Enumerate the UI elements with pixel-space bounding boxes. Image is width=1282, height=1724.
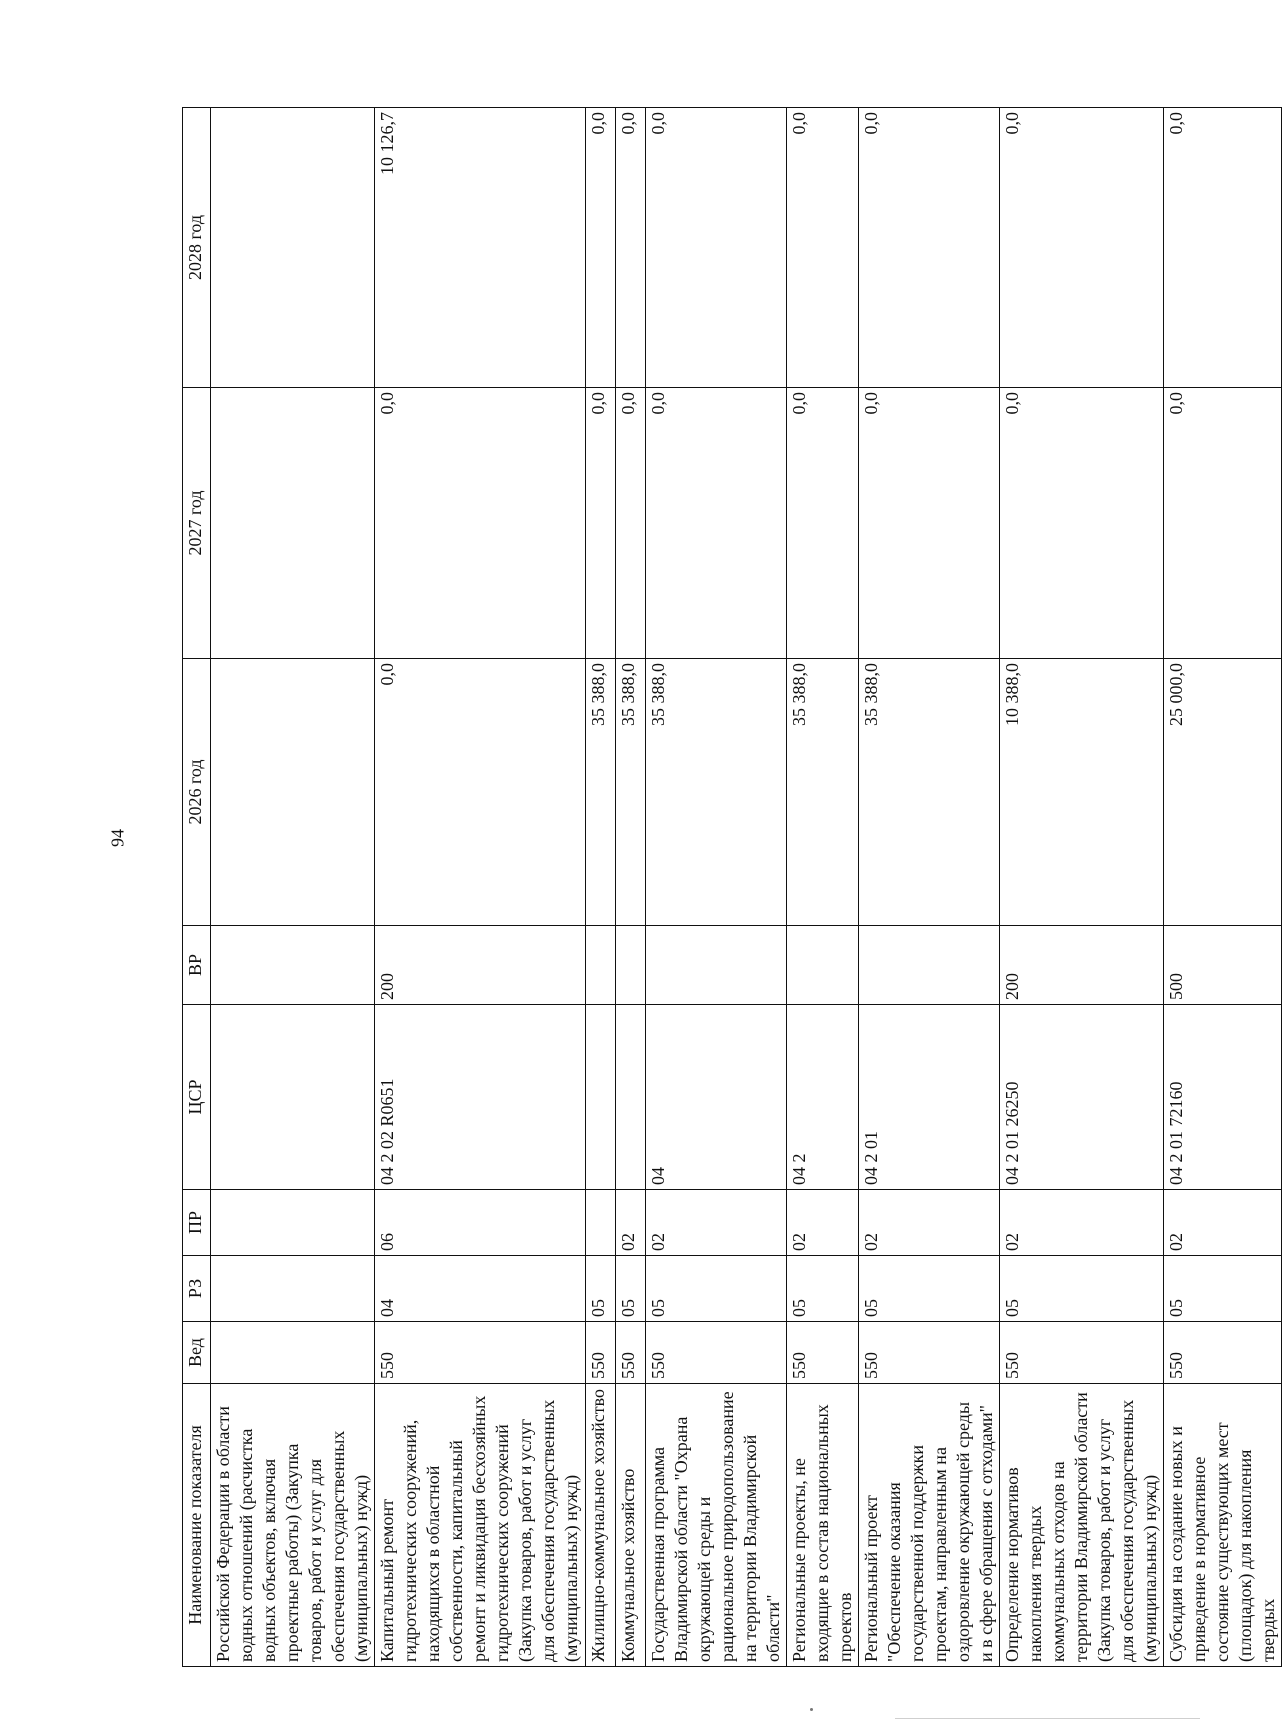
header-2028: 2028 год — [183, 108, 211, 388]
cell-name: Коммунальное хозяйство — [615, 1384, 645, 1667]
table-row — [211, 108, 375, 1667]
cell-2027: 0,0 — [585, 388, 615, 659]
cell-vr — [585, 926, 615, 1005]
page-number: 94 — [107, 829, 128, 847]
cell-csr — [585, 1005, 615, 1190]
cell-2027: 0,0 — [375, 388, 585, 659]
cell-2028: 0,0 — [858, 108, 999, 388]
cell-2026 — [211, 659, 375, 926]
cell-2027 — [211, 388, 375, 659]
cell-vr — [211, 926, 375, 1005]
header-vr: ВР — [183, 926, 211, 1005]
cell-pr — [211, 1190, 375, 1256]
header-csr: ЦСР — [183, 1005, 211, 1190]
cell-csr — [615, 1005, 645, 1190]
cell-2026: 0,0 — [375, 659, 585, 926]
header-pr: ПР — [183, 1190, 211, 1256]
cell-csr: 04 2 — [786, 1005, 858, 1190]
cell-ved: 550 — [858, 1322, 999, 1384]
cell-2027: 0,0 — [999, 388, 1163, 659]
cell-rz: 05 — [585, 1256, 615, 1322]
cell-name: Жилищно-коммунальное хозяйство — [585, 1384, 615, 1667]
header-2027: 2027 год — [183, 388, 211, 659]
cell-2028: 0,0 — [615, 108, 645, 388]
cell-ved: 550 — [645, 1322, 786, 1384]
cell-name: Капитальный ремонт гидротехнических сооружений, находящихся в областной собственности, капитальный ремонт и ликвидация бесхозяйных гидротехнических сооружений (Закупка товаров, работ и услуг для обеспечения государственных (муниципальных) нужд) — [375, 1384, 585, 1667]
cell-pr: 02 — [645, 1190, 786, 1256]
cell-csr: 04 2 01 72160 — [1164, 1005, 1282, 1190]
scan-speck — [810, 1708, 813, 1711]
rotated-table-container — [182, 108, 1279, 1667]
cell-rz: 04 — [375, 1256, 585, 1322]
cell-ved: 550 — [999, 1322, 1163, 1384]
cell-vr — [615, 926, 645, 1005]
cell-ved: 550 — [1164, 1322, 1282, 1384]
cell-rz: 05 — [999, 1256, 1163, 1322]
cell-ved: 550 — [786, 1322, 858, 1384]
cell-name: Российской Федерации в области водных отношений (расчистка водных объектов, включая проектные работы) (Закупка товаров, работ и услуг для обеспечения государственных (муниципальных) нужд) — [211, 1384, 375, 1667]
header-2026: 2026 год — [183, 659, 211, 926]
cell-pr: 02 — [615, 1190, 645, 1256]
cell-ved — [211, 1322, 375, 1384]
cell-rz: 05 — [615, 1256, 645, 1322]
cell-rz: 05 — [858, 1256, 999, 1322]
cell-csr: 04 — [645, 1005, 786, 1190]
cell-rz: 05 — [786, 1256, 858, 1322]
cell-pr: 02 — [786, 1190, 858, 1256]
table-row — [999, 108, 1163, 1667]
cell-2027: 0,0 — [858, 388, 999, 659]
cell-2028: 0,0 — [1164, 108, 1282, 388]
cell-name: Государственная программа Владимирской области "Охрана окружающей среды и рациональное природопользование на территории Владимирской области" — [645, 1384, 786, 1667]
cell-csr — [211, 1005, 375, 1190]
table-row — [858, 108, 999, 1667]
cell-csr: 04 2 01 — [858, 1005, 999, 1190]
budget-table — [182, 107, 1282, 1667]
cell-2028 — [211, 108, 375, 388]
table-row — [786, 108, 858, 1667]
cell-2027: 0,0 — [645, 388, 786, 659]
cell-ved: 550 — [615, 1322, 645, 1384]
cell-vr: 200 — [999, 926, 1163, 1005]
cell-vr — [858, 926, 999, 1005]
cell-2027: 0,0 — [786, 388, 858, 659]
cell-2028: 0,0 — [786, 108, 858, 388]
table-header-row — [183, 108, 211, 1667]
cell-name: Региональные проекты, не входящие в состав национальных проектов — [786, 1384, 858, 1667]
header-rz: РЗ — [183, 1256, 211, 1322]
cell-pr: 06 — [375, 1190, 585, 1256]
cell-2028: 0,0 — [585, 108, 615, 388]
cell-2028: 0,0 — [999, 108, 1163, 388]
cell-2026: 35 388,0 — [786, 659, 858, 926]
cell-2026: 35 388,0 — [858, 659, 999, 926]
cell-csr: 04 2 02 R0651 — [375, 1005, 585, 1190]
cell-2027: 0,0 — [1164, 388, 1282, 659]
cell-pr: 02 — [858, 1190, 999, 1256]
table-row — [375, 108, 585, 1667]
cell-vr: 200 — [375, 926, 585, 1005]
cell-2026: 10 388,0 — [999, 659, 1163, 926]
header-ved: Вед — [183, 1322, 211, 1384]
cell-ved: 550 — [585, 1322, 615, 1384]
cell-ved: 550 — [375, 1322, 585, 1384]
table-row — [585, 108, 615, 1667]
cell-vr: 500 — [1164, 926, 1282, 1005]
cell-pr — [585, 1190, 615, 1256]
table-row — [1164, 108, 1282, 1667]
cell-2027: 0,0 — [615, 388, 645, 659]
table-row — [645, 108, 786, 1667]
cell-vr — [645, 926, 786, 1005]
cell-rz: 05 — [1164, 1256, 1282, 1322]
cell-name: Региональный проект "Обеспечение оказания государственной поддержки проектам, направленным на оздоровление окружающей среды и в сфере обращения с отходами" — [858, 1384, 999, 1667]
header-name: Наименование показателя — [183, 1384, 211, 1667]
cell-2028: 10 126,7 — [375, 108, 585, 388]
cell-2026: 35 388,0 — [615, 659, 645, 926]
cell-2028: 0,0 — [645, 108, 786, 388]
cell-name: Субсидия на создание новых и приведение в нормативное состояние существующих мест (площадок) для накопления твердых — [1164, 1384, 1282, 1667]
cell-rz: 05 — [645, 1256, 786, 1322]
cell-csr: 04 2 01 26250 — [999, 1005, 1163, 1190]
scan-edge-line — [895, 1718, 1200, 1719]
cell-2026: 35 388,0 — [645, 659, 786, 926]
cell-pr: 02 — [1164, 1190, 1282, 1256]
cell-name: Определение нормативов накопления твердых коммунальных отходов на территории Владимирской области (Закупка товаров, работ и услуг для обеспечения государственных (муниципальных) нужд) — [999, 1384, 1163, 1667]
cell-2026: 35 388,0 — [585, 659, 615, 926]
cell-rz — [211, 1256, 375, 1322]
cell-vr — [786, 926, 858, 1005]
table-row — [615, 108, 645, 1667]
cell-pr: 02 — [999, 1190, 1163, 1256]
cell-2026: 25 000,0 — [1164, 659, 1282, 926]
